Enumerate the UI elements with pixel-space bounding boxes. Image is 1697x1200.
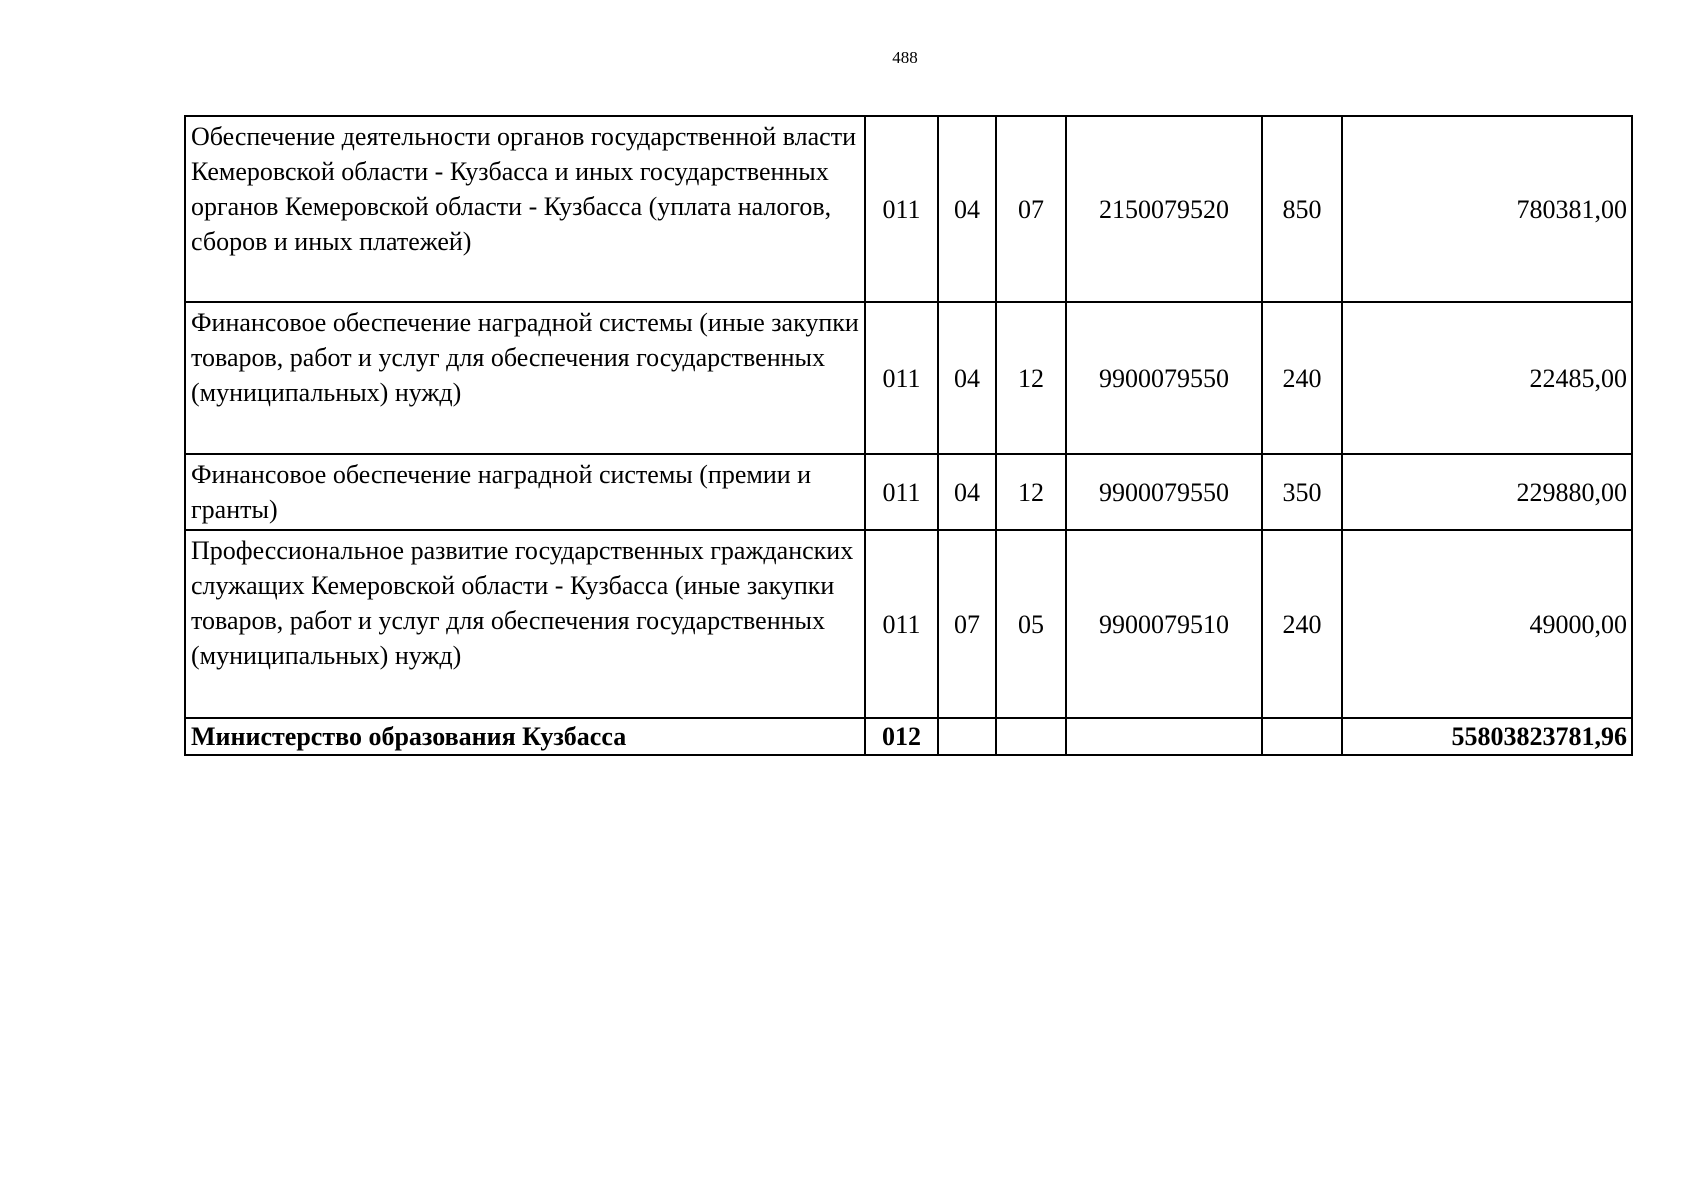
row-description: Министерство образования Кузбасса xyxy=(185,718,865,755)
table-row xyxy=(185,116,1632,302)
row-description: Обеспечение деятельности органов государственной власти Кемеровской области - Кузбасса и иных государственных органов Кемеровской области - Кузбасса (уплата налогов, сборов и иных платежей) xyxy=(185,116,865,302)
amount-cell: 55803823781,96 xyxy=(1342,718,1632,755)
expense-type-code: 350 xyxy=(1262,454,1342,530)
subsection-code: 07 xyxy=(996,116,1066,302)
target-article-code xyxy=(1066,718,1262,755)
section-code: 04 xyxy=(938,454,996,530)
expense-type-code: 850 xyxy=(1262,116,1342,302)
table-row xyxy=(185,454,1632,530)
subsection-code: 05 xyxy=(996,530,1066,718)
section-code: 04 xyxy=(938,302,996,454)
section-code xyxy=(938,718,996,755)
row-description: Финансовое обеспечение наградной системы (иные закупки товаров, работ и услуг для обеспечения государственных (муниципальных) нужд) xyxy=(185,302,865,454)
ministry-code: 011 xyxy=(865,454,938,530)
target-article-code: 9900079550 xyxy=(1066,302,1262,454)
ministry-code: 012 xyxy=(865,718,938,755)
expense-type-code xyxy=(1262,718,1342,755)
subsection-code: 12 xyxy=(996,302,1066,454)
target-article-code: 9900079510 xyxy=(1066,530,1262,718)
row-description: Профессиональное развитие государственных гражданских служащих Кемеровской области - Кузбасса (иные закупки товаров, работ и услуг для обеспечения государственных (муниципальных) нужд) xyxy=(185,530,865,718)
ministry-code: 011 xyxy=(865,302,938,454)
section-code: 07 xyxy=(938,530,996,718)
subsection-code: 12 xyxy=(996,454,1066,530)
amount-cell: 22485,00 xyxy=(1342,302,1632,454)
amount-cell: 49000,00 xyxy=(1342,530,1632,718)
table-row-total xyxy=(185,718,1632,755)
amount-cell: 780381,00 xyxy=(1342,116,1632,302)
table-row xyxy=(185,530,1632,718)
target-article-code: 9900079550 xyxy=(1066,454,1262,530)
row-description: Финансовое обеспечение наградной системы (премии и гранты) xyxy=(185,454,865,530)
expense-type-code: 240 xyxy=(1262,530,1342,718)
subsection-code xyxy=(996,718,1066,755)
amount-cell: 229880,00 xyxy=(1342,454,1632,530)
expense-type-code: 240 xyxy=(1262,302,1342,454)
budget-table xyxy=(184,115,1633,756)
target-article-code: 2150079520 xyxy=(1066,116,1262,302)
ministry-code: 011 xyxy=(865,530,938,718)
table-row xyxy=(185,302,1632,454)
ministry-code: 011 xyxy=(865,116,938,302)
section-code: 04 xyxy=(938,116,996,302)
page-number: 488 xyxy=(892,48,918,67)
